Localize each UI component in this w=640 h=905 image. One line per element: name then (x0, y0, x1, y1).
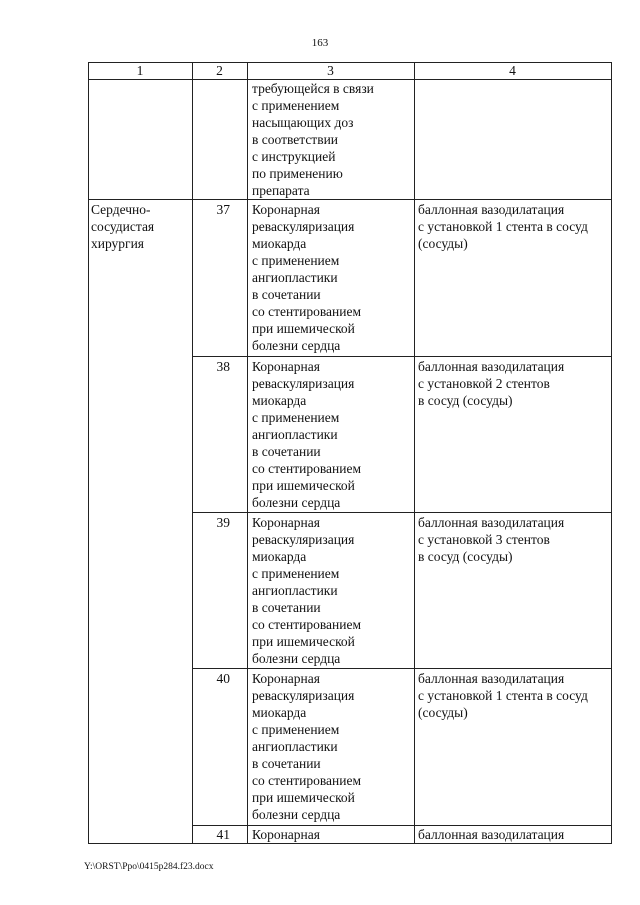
procedure-name: Коронарная реваскуляризация миокарда с применением ангиопластики в сочетании со стентированием при ишемической болезни сердца (252, 359, 362, 510)
grid-line (247, 62, 248, 844)
row-number: 41 (216, 827, 230, 842)
procedure-name: Коронарная (252, 827, 320, 842)
grid-line (192, 356, 612, 357)
column-header: 2 (216, 63, 223, 78)
grid-line (192, 62, 193, 844)
treatment-method: баллонная вазодилатация с установкой 2 стентов в сосуд (сосуды) (418, 359, 565, 408)
column-header: 1 (136, 63, 144, 78)
grid-line (88, 199, 612, 200)
grid-line (192, 668, 612, 669)
treatment-method: баллонная вазодилатация с установкой 1 стента в сосуд (сосуды) (418, 671, 588, 720)
page-number: 163 (311, 37, 329, 49)
treatment-method: баллонная вазодилатация с установкой 1 стента в сосуд (сосуды) (418, 202, 588, 251)
column-header: 4 (509, 63, 516, 78)
grid-line (192, 512, 612, 513)
procedure-name: Коронарная реваскуляризация миокарда с применением ангиопластики в сочетании со стентированием при ишемической болезни сердца (252, 515, 362, 666)
procedure-name: Коронарная реваскуляризация миокарда с применением ангиопластики в сочетании со стентированием при ишемической болезни сердца (252, 671, 362, 822)
row-number: 38 (216, 359, 230, 374)
column-header: 3 (327, 63, 334, 78)
section-label: Сердечно- сосудистая хирургия (91, 202, 155, 251)
grid-line (88, 843, 612, 844)
treatment-method: баллонная вазодилатация с установкой 3 стентов в сосуд (сосуды) (418, 515, 565, 564)
row-number: 37 (216, 202, 230, 217)
procedure-name: Коронарная реваскуляризация миокарда с применением ангиопластики в сочетании со стентированием при ишемической болезни сердца (252, 202, 362, 353)
treatment-method: баллонная вазодилатация (418, 827, 565, 842)
row-number: 40 (216, 671, 230, 686)
continuation-text: требующейся в связи с применением насыщающих доз в соответствии с инструкцией по применению препарата (252, 81, 374, 198)
file-path-footer: Y:\ORST\Ppo\0415p284.f23.docx (84, 862, 214, 872)
row-number: 39 (216, 515, 230, 530)
grid-line (414, 62, 415, 844)
grid-line (88, 62, 89, 844)
grid-line (611, 62, 612, 844)
